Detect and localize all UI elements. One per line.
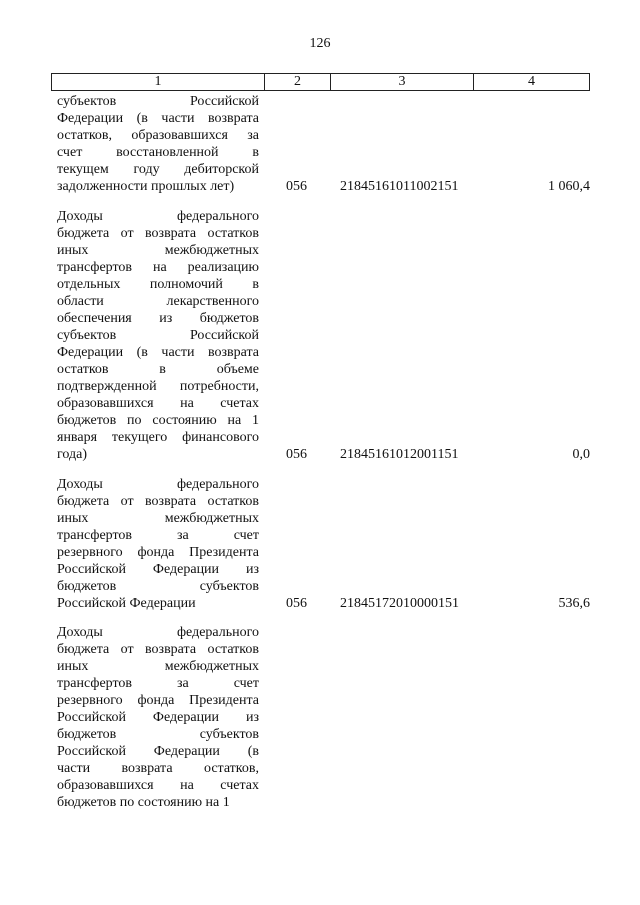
description-line: субъектов Российской [57, 328, 259, 343]
admin-code: 056 [286, 447, 307, 462]
row-description [57, 93, 259, 195]
description-line: резервного фонда Президента [57, 693, 259, 708]
header-col-2: 2 [265, 74, 331, 90]
description-line: бюджета от возврата остатков [57, 494, 259, 509]
description-line: бюджетов по состоянию на 1 [57, 413, 259, 428]
amount: 0,0 [572, 447, 590, 462]
income-code: 21845172010000151 [340, 596, 459, 611]
description-line: задолженности прошлых лет) [57, 179, 235, 194]
description-line: Доходы федерального [57, 477, 259, 492]
header-col-1: 1 [52, 74, 265, 90]
description-line: счет восстановленной в [57, 145, 259, 160]
description-line: резервного фонда Президента [57, 545, 259, 560]
description-line: Федерации (в части возврата [57, 111, 259, 126]
description-line: Доходы федерального [57, 209, 259, 224]
admin-code: 056 [286, 596, 307, 611]
description-line: остатков в объеме [57, 362, 259, 377]
description-line: иных межбюджетных [57, 659, 259, 674]
header-col-4: 4 [528, 74, 535, 89]
description-line: субъектов Российской [57, 94, 259, 109]
description-line: Российской Федерации (в [57, 744, 259, 759]
description-line: иных межбюджетных [57, 511, 259, 526]
description-line: остатков, образовавшихся за [57, 128, 259, 143]
description-line: бюджетов субъектов [57, 727, 259, 742]
row-description [57, 476, 259, 612]
description-line: трансфертов на реализацию [57, 260, 259, 275]
amount: 1 060,4 [548, 179, 590, 194]
row-description [57, 624, 259, 811]
description-line: трансфертов за счет [57, 528, 259, 543]
description-line: Российской Федерации из [57, 710, 259, 725]
table-header-row [51, 73, 590, 91]
description-line: части возврата остатков, [57, 761, 259, 776]
description-line: текущем году дебиторской [57, 162, 259, 177]
description-line: января текущего финансового [57, 430, 259, 445]
page-number: 126 [309, 36, 331, 51]
description-line: подтвержденной потребности, [57, 379, 259, 394]
description-line: бюджета от возврата остатков [57, 642, 259, 657]
description-line: обеспечения из бюджетов [57, 311, 259, 326]
description-line: иных межбюджетных [57, 243, 259, 258]
income-code: 21845161012001151 [340, 447, 459, 462]
row-description [57, 208, 259, 463]
description-line: бюджета от возврата остатков [57, 226, 259, 241]
income-code: 21845161011002151 [340, 179, 459, 194]
description-line: отдельных полномочий в [57, 277, 259, 292]
header-col-3: 3 [331, 74, 474, 90]
description-line: области лекарственного [57, 294, 259, 309]
description-line: образовавшихся на счетах [57, 778, 259, 793]
amount: 536,6 [558, 596, 590, 611]
description-line: бюджетов субъектов [57, 579, 259, 594]
admin-code: 056 [286, 179, 307, 194]
description-line: бюджетов по состоянию на 1 [57, 795, 230, 810]
description-line: трансфертов за счет [57, 676, 259, 691]
description-line: Федерации (в части возврата [57, 345, 259, 360]
description-line: Доходы федерального [57, 625, 259, 640]
description-line: года) [57, 447, 87, 462]
description-line: Российской Федерации из [57, 562, 259, 577]
description-line: образовавшихся на счетах [57, 396, 259, 411]
description-line: Российской Федерации [57, 596, 196, 611]
